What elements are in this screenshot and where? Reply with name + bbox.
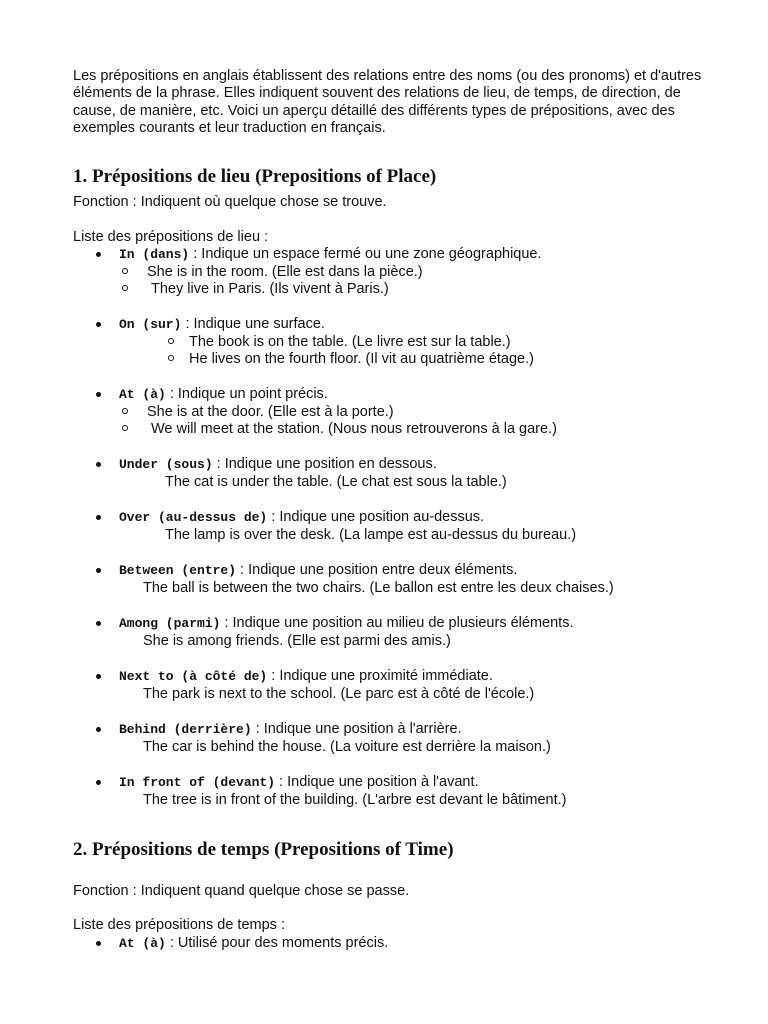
preposition-term: In (dans): [119, 247, 190, 262]
list-item: [119, 386, 328, 403]
preposition-description: : Indique une position au milieu de plusieurs éléments.: [220, 615, 574, 631]
example-sentence: The ball is between the two chairs. (Le ballon est entre les deux chaises.): [143, 580, 614, 596]
list-item: [119, 774, 479, 791]
example-sentence: He lives on the fourth floor. (Il vit au quatrième étage.): [189, 351, 534, 367]
example-sentence: They live in Paris. (Ils vivent à Paris.): [151, 281, 389, 297]
list-item: [119, 935, 388, 952]
list-item: [119, 615, 573, 632]
bullet: [96, 941, 101, 946]
intro-paragraph: Les prépositions en anglais établissent des relations entre des noms (ou des pronoms) et d'autres éléments de la phrase. Elles indiquent souvent des relations de lieu, de temps, de direction, de cause, de manière, etc. Voici un aperçu détaillé des différents types de prépositions, avec des exemples courants et leur traduction en français.: [73, 68, 702, 136]
preposition-term: Behind (derrière): [119, 722, 252, 737]
bullet: [96, 621, 101, 626]
preposition-term: At (à): [119, 387, 166, 402]
example-sentence: The park is next to the school. (Le parc est à côté de l'école.): [143, 686, 535, 702]
sub-bullet: [122, 425, 128, 431]
list-title-time: Liste des prépositions de temps :: [73, 917, 285, 933]
list-item: [119, 456, 437, 473]
preposition-description: : Indique une position en dessous.: [212, 456, 437, 472]
preposition-description: : Indique une proximité immédiate.: [267, 668, 493, 684]
bullet: [96, 780, 101, 785]
list-title-place: Liste des prépositions de lieu :: [73, 229, 269, 245]
example-sentence: We will meet at the station. (Nous nous retrouverons à la gare.): [151, 421, 557, 437]
list-item: [119, 721, 462, 738]
section-function-place: Fonction : Indiquent où quelque chose se trouve.: [73, 194, 387, 210]
list-item: [119, 246, 542, 263]
preposition-term: Next to (à côté de): [119, 669, 268, 684]
section-heading-place: 1. Prépositions de lieu (Prepositions of Place): [73, 166, 437, 187]
preposition-description: : Indique une position entre deux éléments.: [236, 562, 518, 578]
bullet: [96, 674, 101, 679]
bullet: [96, 252, 101, 257]
sub-bullet: [122, 268, 128, 274]
preposition-description: : Utilisé pour des moments précis.: [165, 935, 389, 951]
example-sentence: She is among friends. (Elle est parmi des amis.): [143, 633, 451, 649]
preposition-term: Over (au-dessus de): [119, 510, 268, 525]
sub-bullet: [168, 355, 174, 361]
preposition-description: : Indique une position au-dessus.: [267, 509, 485, 525]
bullet: [96, 462, 101, 467]
preposition-term: In front of (devant): [119, 775, 276, 790]
section-function-time: Fonction : Indiquent quand quelque chose se passe.: [73, 883, 410, 899]
preposition-description: : Indique une surface.: [181, 316, 325, 332]
example-sentence: She is in the room. (Elle est dans la pièce.): [147, 264, 423, 280]
bullet: [96, 727, 101, 732]
example-sentence: The cat is under the table. (Le chat est sous la table.): [165, 474, 507, 490]
section-heading-time: 2. Prépositions de temps (Prepositions of Time): [73, 839, 454, 860]
example-sentence: The lamp is over the desk. (La lampe est au-dessus du bureau.): [165, 527, 577, 543]
list-item: [119, 316, 325, 333]
list-item: [119, 668, 493, 685]
bullet: [96, 568, 101, 573]
bullet: [96, 392, 101, 397]
bullet: [96, 322, 101, 327]
list-item: [119, 509, 484, 526]
sub-bullet: [168, 338, 174, 344]
preposition-description: : Indique une position à l'arrière.: [251, 721, 462, 737]
bullet: [96, 515, 101, 520]
list-item: [119, 562, 517, 579]
example-sentence: The car is behind the house. (La voiture est derrière la maison.): [143, 739, 551, 755]
preposition-term: On (sur): [119, 317, 182, 332]
preposition-term: Among (parmi): [119, 616, 221, 631]
preposition-term: At (à): [119, 936, 166, 951]
example-sentence: The tree is in front of the building. (L'arbre est devant le bâtiment.): [143, 792, 567, 808]
preposition-description: : Indique un point précis.: [165, 386, 328, 402]
preposition-term: Between (entre): [119, 563, 237, 578]
example-sentence: She is at the door. (Elle est à la porte.): [147, 404, 394, 420]
preposition-term: Under (sous): [119, 457, 213, 472]
preposition-description: : Indique un espace fermé ou une zone géographique.: [189, 246, 542, 262]
example-sentence: The book is on the table. (Le livre est sur la table.): [189, 334, 511, 350]
sub-bullet: [122, 408, 128, 414]
sub-bullet: [122, 285, 128, 291]
preposition-description: : Indique une position à l'avant.: [275, 774, 479, 790]
